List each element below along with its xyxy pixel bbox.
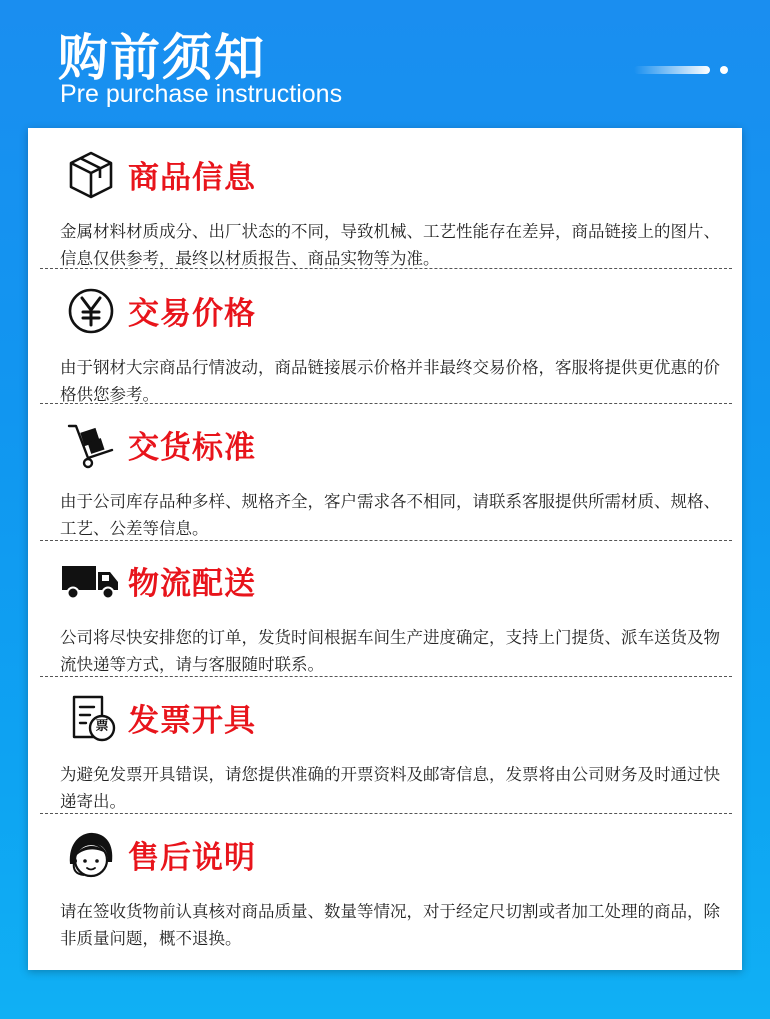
section-body: 由于公司库存品种多样、规格齐全，客户需求各不相同，请联系客服提供所需材质、规格、工艺、公差等信息。 [60, 492, 720, 538]
invoice-icon [66, 693, 116, 743]
section-title: 物流配送 [128, 566, 256, 602]
page-title: 购前须知 [58, 29, 266, 87]
instructions-card [28, 128, 742, 970]
section-body: 为避免发票开具错误，请您提供准确的开票资料及邮寄信息，发票将由公司财务及时通过快递寄出。 [60, 765, 720, 811]
box-icon [66, 150, 116, 200]
divider [40, 813, 732, 814]
section-title: 发票开具 [128, 703, 256, 739]
section-body: 金属材料材质成分、出厂状态的不同，导致机械、工艺性能存在差异，商品链接上的图片、信息仅供参考，最终以材质报告、商品实物等为准。 [60, 222, 720, 268]
header-decoration-dot [720, 66, 728, 74]
divider [40, 676, 732, 677]
section-title: 售后说明 [128, 840, 256, 876]
section-title: 交货标准 [128, 430, 256, 466]
section-title: 交易价格 [128, 296, 256, 332]
header-decoration-bar [634, 66, 710, 74]
yen-icon [66, 286, 116, 336]
customer-service-icon [66, 830, 116, 880]
divider [40, 403, 732, 404]
section-body: 公司将尽快安排您的订单，发货时间根据车间生产进度确定，支持上门提货、派车送货及物流快递等方式，请与客服随时联系。 [60, 628, 720, 674]
section-body: 请在签收货物前认真核对商品质量、数量等情况，对于经定尺切割或者加工处理的商品，除非质量问题，概不退换。 [60, 902, 720, 948]
divider [40, 268, 732, 269]
section-body: 由于钢材大宗商品行情波动，商品链接展示价格并非最终交易价格，客服将提供更优惠的价格供您参考。 [60, 358, 720, 404]
hand-truck-icon [66, 420, 116, 470]
page-subtitle: Pre purchase instructions [60, 80, 343, 108]
delivery-truck-icon [60, 556, 122, 606]
section-title: 商品信息 [128, 160, 256, 196]
invoice-glyph: 票 [95, 719, 109, 734]
divider [40, 540, 732, 541]
